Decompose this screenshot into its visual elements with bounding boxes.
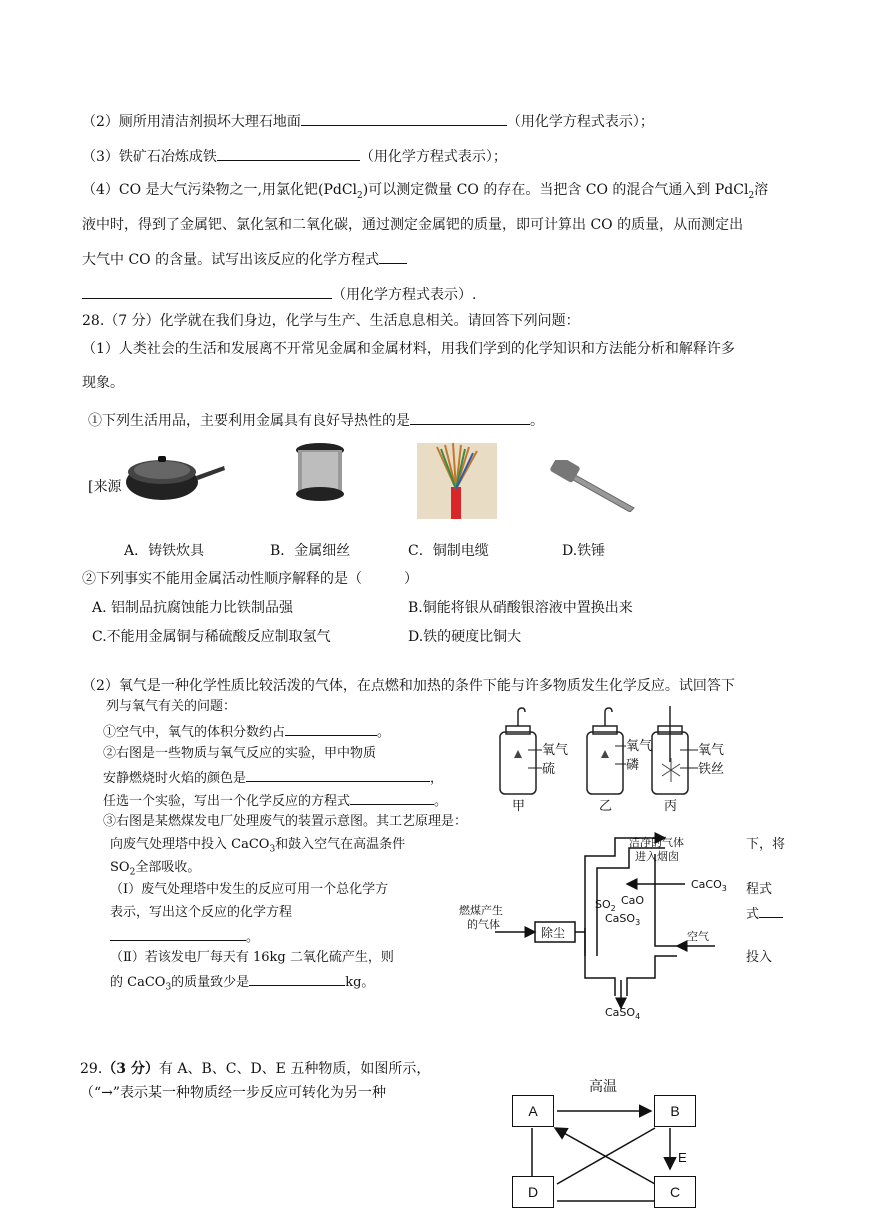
flue-gas-plant-diagram [455,828,745,1028]
q28-sub2-option-c: C.不能用金属铜与稀硫酸反应制取氢气 [92,629,331,645]
q27-part4-line3 [82,249,407,270]
q28-o3d-right [746,903,783,925]
q27-part3 [82,146,507,167]
q28-sub2-option-b: B.铜能将银从硝酸银溶液中置换出来 [408,600,633,616]
label-caso4: CaSO$_4$ [605,1006,641,1021]
caption-jia: 甲 [512,799,526,814]
label-cao: CaO [621,894,645,907]
q28-o2b-text: 安静燃烧时火焰的颜色是 [103,771,247,786]
label-high-temp: 高温 [589,1078,617,1094]
q28-part1-line1: （1）人类社会的生活和发展离不开常见金属和金属材料，用我们学到的化学知识和方法能分析和解释许多 [82,341,735,357]
q29-line2: （“→”表示某一种物质经一步反应可转化为另一种 [80,1085,387,1101]
label-sulfur: 硫 [542,762,556,777]
q29-score: （3 分） [102,1061,159,1077]
q28-o3a-right: 下，将 [746,837,786,852]
oxygen-reaction-figure [492,706,742,814]
q28-o1-text: ①空气中，氧气的体积分数约占 [103,725,286,740]
label-oxygen-bing: 氧气 [698,743,725,758]
q28-o3b-text2: 全部吸收。 [135,860,201,875]
spoon-jia [518,708,525,726]
copper-cable-image [417,443,497,519]
node-d: D [512,1176,554,1208]
q28-o3f: （Ⅱ）若该发电厂每天有 16kg 二氧化硫产生，则 [110,950,394,965]
answer-blank[interactable] [350,790,434,805]
q28-o3g-text2: 的质量致少是 [171,975,250,990]
q28-o3a [110,835,405,860]
label-to-chimney: 进入烟囱 [635,850,679,863]
q27-part4-text-c: 溶 [754,182,769,198]
tower-right-wall [655,854,677,946]
option-d: D.铁锤 [562,543,606,559]
q28-sub2-option-a: A. 铝制品抗腐蚀能力比铁制品强 [92,600,294,616]
q28-o3g [110,971,374,998]
option-b: B．金属细丝 [270,543,351,559]
caption-yi: 乙 [599,799,613,814]
q27-part2-tail: （用化学方程式表示）； [506,114,654,130]
q28-part2-line2: 列与氧气有关的问题： [106,699,237,714]
q28-o1 [103,721,390,743]
answer-blank[interactable] [759,903,783,918]
caption-bing: 丙 [664,799,678,814]
answer-blank[interactable] [285,721,377,736]
q27-part2 [82,111,654,132]
subscript: 3 [269,844,276,855]
q27-part4-tail: （用化学方程式表示）. [332,287,477,303]
label-oxygen-yi: 氧气 [626,739,653,754]
q28-o3: ③右图是某燃煤发电厂处理废气的装置示意图。其工艺原理是： [103,814,468,829]
q28-o3g-end: kg。 [345,975,375,990]
q28-o3f-right: 投入 [746,950,773,965]
subscript: 3 [165,982,172,993]
q28-o3c-right: 程式 [746,882,773,897]
answer-blank[interactable] [246,767,430,782]
q28-o2c [103,790,447,812]
answer-blank[interactable] [110,926,246,941]
wok-image [124,452,226,504]
q28-part2-line1: （2）氧气是一种化学性质比较活泼的气体，在点燃和加热的条件下能与许多物质发生化学反应。试回答下 [82,678,735,694]
label-iron-wire: 铁丝 [698,762,725,777]
label-phosphorus: 磷 [626,758,640,773]
jar-yi-lid [593,726,617,734]
label-air: 空气 [687,930,709,943]
q28-title: 28.（7 分）化学就在我们身边，化学与生产、生活息息相关。请回答下列问题： [82,313,580,329]
subscript: 2 [357,190,363,201]
q27-part4-line3-text: 大气中 CO 的含量。试写出该反应的化学方程式 [82,252,380,268]
q28-sub1 [88,410,544,431]
node-a: A [512,1095,554,1127]
q29-number: 29. [80,1061,103,1077]
q28-sub1-text: ①下列生活用品，主要利用金属具有良好导热性的是 [88,413,410,429]
answer-blank[interactable] [301,111,507,126]
q28-o3a-text: 向废气处理塔中投入 CaCO [110,837,270,852]
q27-part4-answer [82,284,476,305]
q28-o2c-end: 。 [434,794,448,809]
tower-left-wall [585,928,615,996]
option-a: A．铸铁炊具 [124,543,205,559]
q28-sub2: ②下列事实不能用金属活动性顺序解释的是（ ） [82,571,418,587]
option-c: C．铜制电缆 [408,543,489,559]
q27-part4-text-a: （4）CO 是大气污染物之一,用氯化钯(PdCl [82,182,358,198]
q28-sub2-option-d: D.铁的硬度比铜大 [408,629,522,645]
node-b: B [654,1095,696,1127]
q28-o3e-end: 。 [246,930,260,945]
q27-part3-tail: （用化学方程式表示）； [359,149,507,165]
q28-o2b [103,767,443,789]
label-caso3: CaSO$_3$ [605,912,641,927]
answer-blank[interactable] [379,249,407,264]
q27-part4-line2: 液中时，得到了金属钯、氯化氢和二氧化碳，通过测定金属钯的质量，即可计算出 CO 的质量，从而测定出 [82,217,744,233]
q27-part3-text: （3）铁矿石冶炼成铁 [82,149,217,165]
q28-o3c: （Ⅰ）废气处理塔中发生的反应可用一个总化学方 [110,882,389,897]
source-note: [来源 [88,479,122,495]
answer-blank[interactable] [249,971,345,986]
label-clean-gas: 洁净的气体 [629,836,684,849]
label-caco3: CaCO$_3$ [691,878,727,893]
subscript: 2 [129,867,136,878]
jar-jia [500,732,536,794]
wire-spool-image [292,442,348,502]
q27-part2-text: （2）厕所用清洁剂损坏大理石地面 [82,114,301,130]
hammer-image [550,460,636,512]
jar-jia-lid [506,726,530,734]
q28-o3a-text2: 和鼓入空气在高温条件 [275,837,406,852]
q28-o3e [110,926,259,948]
q28-part1-line2: 现象。 [82,375,124,391]
q28-o3d-right-text: 式 [746,907,760,922]
q29-text: 有 A、B、C、D、E 五种物质，如图所示， [158,1061,431,1077]
q28-sub1-end: 。 [530,413,544,429]
q27-part4-text-b: )可以测定微量 CO 的存在。当把含 CO 的混合气通入到 PdCl [362,182,749,198]
label-so2: $SO_2$ [595,898,616,913]
tower-bottom-wall [627,956,677,996]
q28-o1-end: 。 [377,725,391,740]
subscript: 2 [748,190,755,201]
q27-part4-line1 [82,180,768,206]
jar-yi [587,732,623,794]
q28-o2a: ②右图是一些物质与氧气反应的实验，甲中物质 [103,746,377,761]
label-flue-gas-1: 燃煤产生 [459,904,503,917]
q29-line1 [80,1059,430,1079]
spoon-yi [605,708,612,726]
q28-o2c-text: 任选一个实验，写出一个化学反应的方程式 [103,794,351,809]
answer-blank[interactable] [82,284,332,299]
node-c: C [654,1176,696,1208]
q28-o3b [110,858,200,883]
q28-o3g-text: 的 CaCO [110,975,166,990]
label-e: E [678,1150,687,1165]
answer-blank[interactable] [410,410,530,425]
q28-o3d: 表示，写出这个反应的化学方程 [110,905,293,920]
q28-o2b-end: ， [430,771,444,786]
label-oxygen-jia: 氧气 [542,743,569,758]
answer-blank[interactable] [217,146,360,161]
label-flue-gas-2: 的气体 [467,918,500,931]
q28-o3b-text: SO [110,860,130,875]
label-dust-removal: 除尘 [541,926,566,940]
